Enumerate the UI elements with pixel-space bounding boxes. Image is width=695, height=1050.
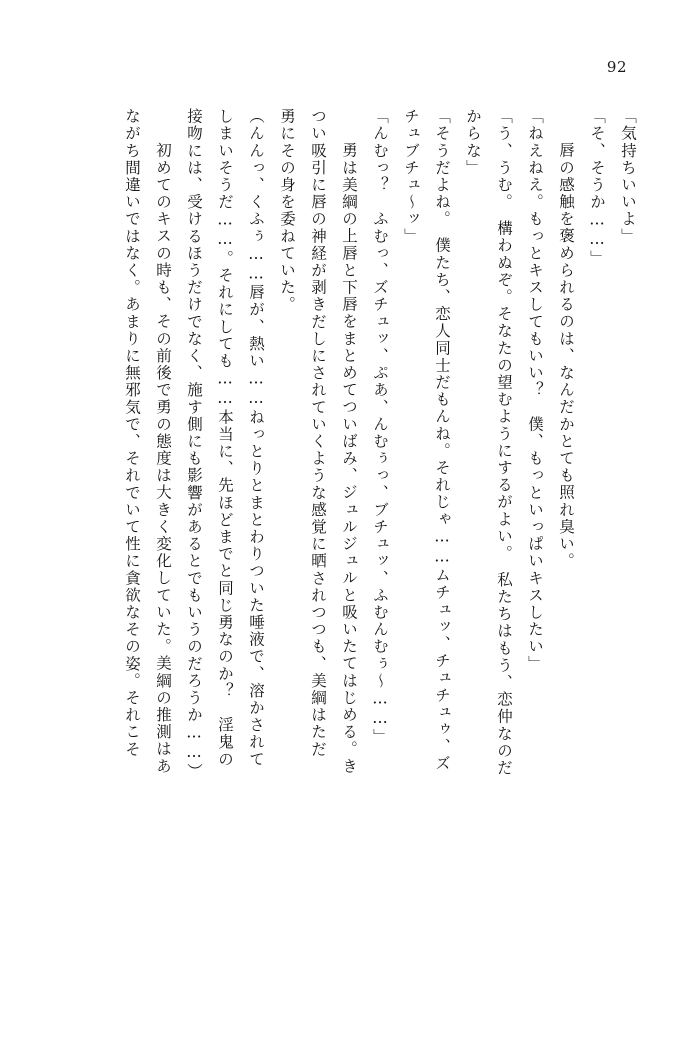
text-line: チュブチュ〜ッ」 (402, 108, 420, 245)
text-line: からな」 (464, 108, 482, 177)
text-line: 勇は美綱の上唇と下唇をまとめてついばみ、ジュルジュルと吸いたてはじめる。き (340, 125, 358, 775)
page-number: 92 (606, 58, 627, 76)
text-line: 勇にその身を委ねていた。 (278, 108, 296, 314)
text-line: 接吻には、受けるほうだけでなく、施す側にも影響があるとでもいうのだろうか……） (185, 108, 203, 780)
text-line: 「う、うむ。 構わぬぞ。そなたの望むようにするがよい。 私たちはもう、恋仲なのだ (495, 108, 513, 777)
text-line: （んんっ、くふぅ……唇が、熱い……ねっとりとまとわりついた唾液で、溶かされて (247, 108, 265, 768)
text-line: 「ねえねえ。もっとキスしてもいい？ 僕、もっといっぱいキスしたい」 (526, 108, 544, 673)
text-line: しまいそうだ……。それにしても……本当に、先ほどまでと同じ勇なのか？ 淫鬼の (216, 108, 234, 768)
text-line: ながち間違いではなく。あまりに無邪気で、それでいて性に貪欲なその姿。それこそ (123, 108, 141, 758)
text-line: 「そうだよね。 僕たち、恋人同士だもんね。それじゃ……ムチュッ、チュチュゥ、ズ (433, 108, 451, 773)
text-line: 「気持ちいいよ」 (619, 108, 637, 245)
text-line: 初めてのキスの時も、その前後で勇の態度は大きく変化していた。美綱の推測はあ (154, 125, 172, 775)
text-line: 唇の感触を褒められるのは、なんだかとても照れ臭い。 (557, 125, 575, 570)
vertical-text-body (52, 108, 635, 1010)
text-line: つい吸引に唇の神経が剥きだしにされていくような感覚に晒されつつも、美綱はただ (309, 108, 327, 758)
text-line: 「そ、そうか……」 (588, 108, 606, 267)
text-line: 「んむっ？ ふむっ、ズチュッ、ぷあ、んむぅっ、ブチュッ、ふむんむぅ〜……」 (371, 108, 389, 746)
